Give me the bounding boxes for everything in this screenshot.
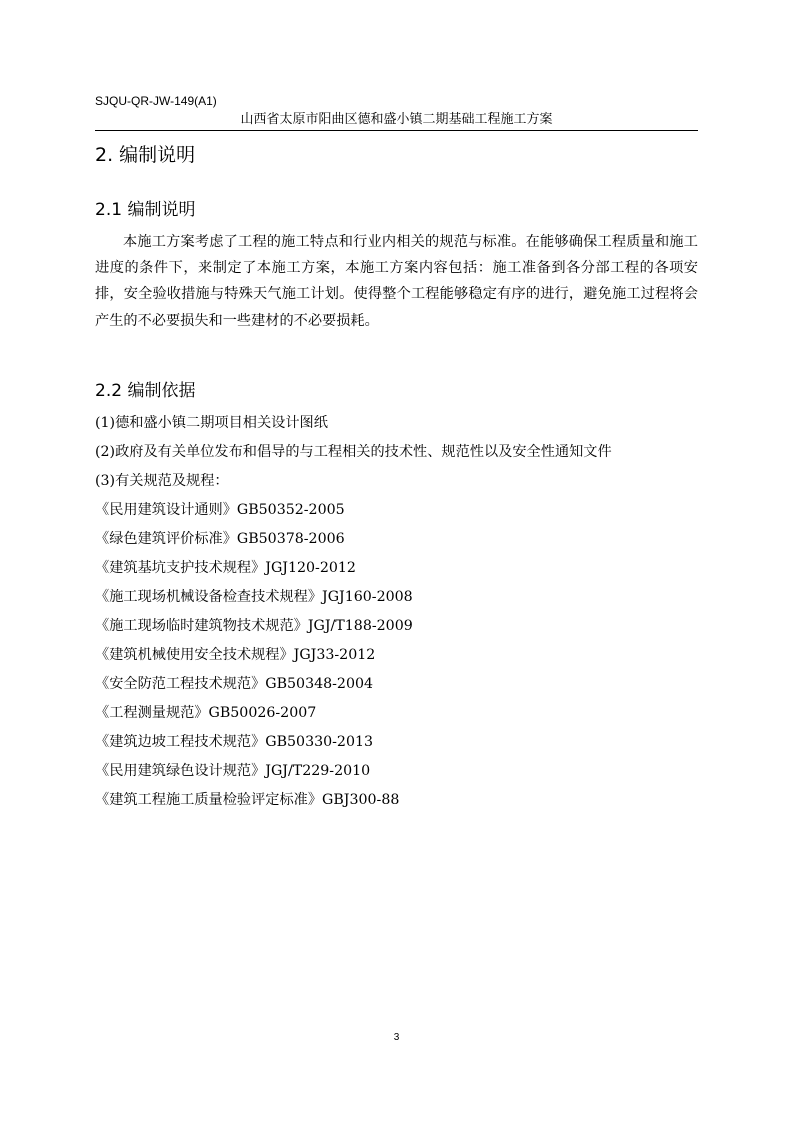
document-code: SJQU-QR-JW-149(A1) bbox=[95, 94, 217, 108]
header-rule bbox=[95, 130, 698, 131]
list-item: 《建筑基坑支护技术规程》JGJ120-2012 bbox=[95, 560, 356, 576]
list-item: 《民用建筑绿色设计规范》JGJ/T229-2010 bbox=[95, 763, 371, 779]
list-item: 《建筑机械使用安全技术规程》JGJ33-2012 bbox=[95, 647, 376, 663]
page-number: 3 bbox=[393, 1032, 400, 1043]
list-item: (1)德和盛小镇二期项目相关设计图纸 bbox=[95, 415, 328, 431]
subsection-heading-compilation-notes: 2.1 编制说明 bbox=[95, 200, 196, 220]
section-heading: 2. 编制说明 bbox=[95, 144, 196, 166]
list-item: 《绿色建筑评价标准》GB50378-2006 bbox=[95, 531, 345, 547]
subsection-heading-compilation-basis: 2.2 编制依据 bbox=[95, 381, 196, 401]
list-item: (2)政府及有关单位发布和倡导的与工程相关的技术性、规范性以及安全性通知文件 bbox=[95, 444, 612, 460]
compilation-notes-paragraph: 本施工方案考虑了工程的施工特点和行业内相关的规范与标准。在能够确保工程质量和施工进度的条件下，来制定了本施工方案，本施工方案内容包括：施工准备到各分部工程的各项安排，安全验收措施与特殊天气施工计划。使得整个工程能够稳定有序的进行，避免施工过程将会产生的不必要损失和一些建材的不必要损耗。 bbox=[95, 234, 698, 329]
list-item: 《施工现场临时建筑物技术规范》JGJ/T188-2009 bbox=[95, 618, 413, 634]
list-item: (3)有关规范及规程： bbox=[95, 473, 229, 489]
list-item: 《工程测量规范》GB50026-2007 bbox=[95, 705, 317, 721]
compilation-basis-list bbox=[95, 409, 612, 815]
list-item: 《民用建筑设计通则》GB50352-2005 bbox=[95, 502, 345, 518]
list-item: 《安全防范工程技术规范》GB50348-2004 bbox=[95, 676, 374, 692]
project-title: 山西省太原市阳曲区德和盛小镇二期基础工程施工方案 bbox=[240, 112, 553, 127]
list-item: 《建筑工程施工质量检验评定标准》GBJ300-88 bbox=[95, 792, 400, 808]
list-item: 《建筑边坡工程技术规范》GB50330-2013 bbox=[95, 734, 374, 750]
list-item: 《施工现场机械设备检查技术规程》JGJ160-2008 bbox=[95, 589, 413, 605]
